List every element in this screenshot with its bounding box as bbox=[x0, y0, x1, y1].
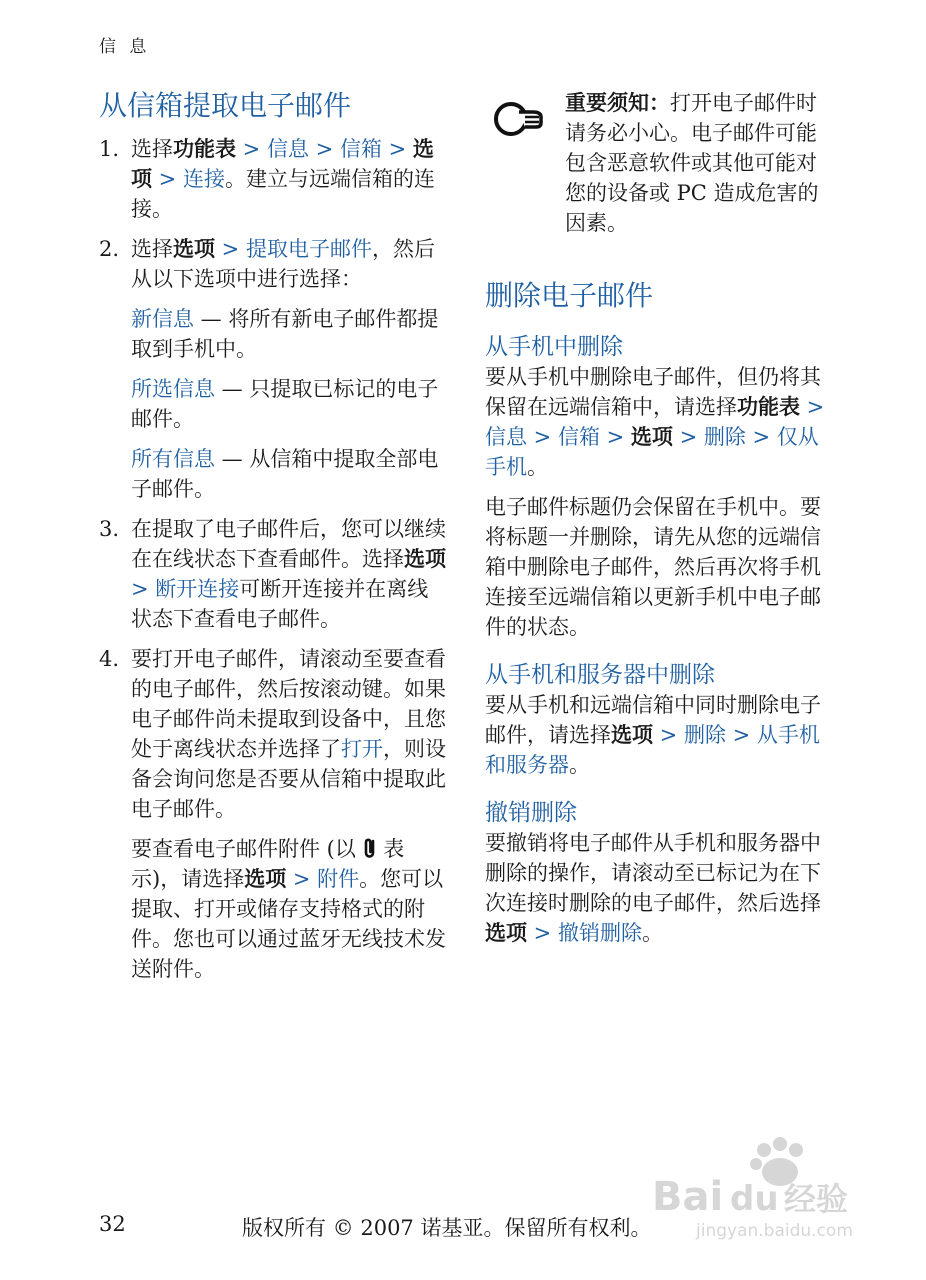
header-retained-paragraph: 电子邮件标题仍会保留在手机中。要将标题一并删除，请先从您的远端信箱中删除电子邮件，然后再次将手机连接至远端信箱以更新手机中电子邮件的状态。 bbox=[485, 495, 821, 639]
link-term: 附件 bbox=[317, 867, 360, 891]
menu-term: 选项 bbox=[404, 547, 446, 571]
step-2: 2. 选择选项 > 提取电子邮件，然后从以下选项中进行选择： bbox=[99, 234, 447, 294]
subsection-title-phone-server: 从手机和服务器中删除 bbox=[485, 662, 715, 688]
undo-delete-paragraph: 要撤销将电子邮件从手机和服务器中删除的操作，请滚动至已标记为在下次连接时删除的电子邮件，然后选择选项 > 撤销删除。 bbox=[485, 831, 821, 945]
link-term: 断开连接 bbox=[155, 577, 240, 601]
option-desc: — 从信箱中提取全部电子邮件。 bbox=[131, 447, 439, 501]
option-label: 所有信息 bbox=[131, 447, 215, 471]
step-3: 3. 在提取了电子邮件后，您可以继续在在线状态下查看邮件。选择选项 > 断开连接可断开连接并在离线状态下查看电子邮件。 bbox=[99, 514, 447, 634]
option-label: 所选信息 bbox=[131, 377, 215, 401]
menu-term: 选项 bbox=[630, 425, 673, 449]
warning-hand-icon bbox=[489, 98, 551, 140]
copyright-line: 版权所有 © 2007 诺基亚。保留所有权利。 bbox=[242, 1216, 652, 1240]
menu-term: 选项 bbox=[485, 921, 527, 945]
running-header: 信 息 bbox=[99, 37, 151, 57]
link-term: 信息 bbox=[485, 425, 527, 449]
link-term: 信箱 bbox=[557, 425, 600, 449]
link-term: 删除 bbox=[703, 425, 746, 449]
attachment-paragraph: 要查看电子邮件附件 (以 表示)，请选择选项 > 附件。您可以提取、打开或储存支持格式的附件。您也可以通过蓝牙无线技术发送附件。 bbox=[131, 837, 446, 981]
link-term: 撤销删除 bbox=[557, 921, 642, 945]
watermark-brand-du: du bbox=[730, 1179, 779, 1219]
step-number: 3. bbox=[99, 517, 120, 541]
left-column bbox=[99, 88, 447, 984]
menu-term: 选项 bbox=[131, 137, 434, 191]
baidu-watermark bbox=[646, 1132, 886, 1242]
page-number: 32 bbox=[99, 1212, 126, 1236]
menu-term: 选项 bbox=[244, 867, 287, 891]
option-desc: — 将所有新电子邮件都提取到手机中。 bbox=[131, 307, 439, 361]
step-number: 2. bbox=[99, 237, 120, 261]
link-term: 提取电子邮件 bbox=[245, 237, 372, 261]
link-term: 从手机和服务器 bbox=[485, 723, 820, 777]
option-label: 新信息 bbox=[131, 307, 194, 331]
menu-term: 选项 bbox=[173, 237, 215, 261]
watermark-brand-jingyan: 经验 bbox=[784, 1180, 849, 1218]
link-term: 删除 bbox=[683, 723, 726, 747]
subsection-title-undo: 撤销删除 bbox=[485, 800, 577, 826]
section-title-delete: 删除电子邮件 bbox=[485, 279, 654, 312]
step-number: 4. bbox=[99, 647, 120, 671]
watermark-url: jingyan.baidu.com bbox=[696, 1221, 853, 1241]
step-number: 1. bbox=[99, 137, 120, 161]
important-note bbox=[485, 88, 830, 238]
subsection-title-phone: 从手机中删除 bbox=[485, 334, 623, 360]
menu-term: 功能表 bbox=[737, 395, 800, 419]
menu-term: 功能表 bbox=[173, 137, 236, 161]
link-term: 仅从手机 bbox=[485, 425, 819, 479]
option-new bbox=[131, 304, 447, 364]
delete-phone-server-paragraph: 要从手机和远端信箱中同时删除电子邮件，请选择选项 > 删除 > 从手机和服务器。 bbox=[485, 693, 821, 777]
note-text: 打开电子邮件时请务必小心。电子邮件可能包含恶意软件或其他可能对您的设备或 PC 造成危害的因素。 bbox=[565, 91, 819, 235]
section-title-retrieve: 从信箱提取电子邮件 bbox=[99, 89, 352, 122]
watermark-brand: Bai bbox=[652, 1174, 724, 1220]
step-4: 4. 要打开电子邮件，请滚动至要查看的电子邮件，然后按滚动键。如果电子邮件尚未提取到设备中，且您处于离线状态并选择了打开，则设备会询问您是否要从信箱中提取此电子邮件。 bbox=[99, 644, 447, 824]
link-term: 信箱 bbox=[339, 137, 382, 161]
note-heading: 重要须知： bbox=[565, 91, 670, 115]
link-term: 连接 bbox=[182, 167, 225, 191]
option-all bbox=[131, 444, 447, 504]
link-term: 信息 bbox=[266, 137, 309, 161]
delete-phone-paragraph: 要从手机中删除电子邮件，但仍将其保留在远端信箱中，请选择功能表 > 信息 > 信箱 > 选项 > 删除 > 仅从手机。 bbox=[485, 365, 825, 479]
option-selected bbox=[131, 374, 447, 434]
step-1: 1. 选择功能表 > 信息 > 信箱 > 选项 > 连接。建立与远端信箱的连接。 bbox=[99, 134, 447, 224]
menu-term: 选项 bbox=[611, 723, 653, 747]
link-term: 打开 bbox=[341, 737, 383, 761]
paperclip-icon bbox=[363, 836, 377, 860]
option-desc: — 只提取已标记的电子邮件。 bbox=[131, 377, 439, 431]
right-column bbox=[485, 88, 830, 948]
